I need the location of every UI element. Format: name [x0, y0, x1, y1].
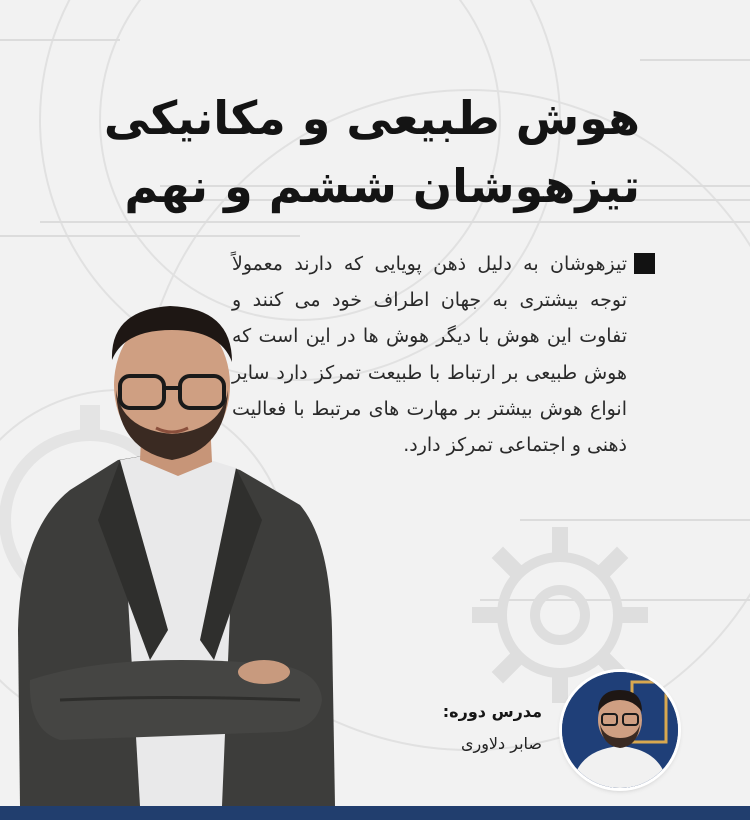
instructor-name: صابر دلاوری	[460, 734, 542, 753]
square-bullet-icon	[634, 253, 655, 274]
avatar-image	[562, 672, 678, 788]
body-paragraph: تیزهوشان به دلیل ذهن پویایی که دارند معمولاً توجه بیشتری به جهان اطراف خود می کنند و تفاوت این هوش با دیگر هوش ها در این است که هوش طبیعی بر ارتباط با طبیعت تمرکز دارد سایر انواع هوش بیشتر بر مهارت های مرتبط با فعالیت ذهنی و اجتماعی تمرکز دارد.	[232, 253, 627, 457]
instructor-photo	[0, 300, 345, 806]
title-line-2: تیزهوشان ششم و نهم	[124, 159, 640, 213]
title-line-1: هوش طبیعی و مکانیکی	[103, 91, 640, 145]
bottom-bar	[0, 806, 750, 820]
page-title	[80, 84, 640, 220]
instructor-label: مدرس دوره:	[442, 702, 542, 721]
avatar	[562, 672, 678, 788]
